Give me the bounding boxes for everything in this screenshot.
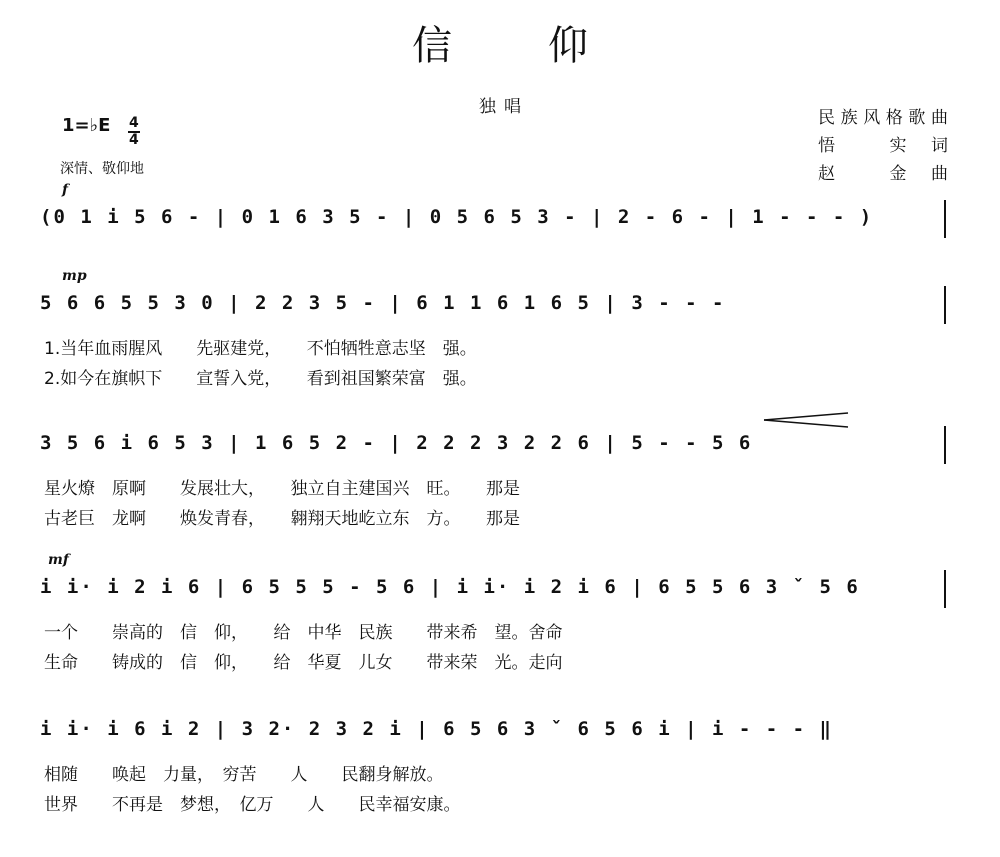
barline-end-4 bbox=[944, 570, 946, 608]
lyric-verse2-row-5: 世界 不再是 梦想， 亿万 人 民幸福安康。 bbox=[44, 795, 461, 815]
barline-end-1 bbox=[944, 200, 946, 238]
style-note: 民族风格歌曲 bbox=[818, 108, 948, 128]
lyric-verse2-row-3: 古老巨 龙啊 焕发青春， 翱翔天地屹立东 方。 那是 bbox=[44, 509, 520, 529]
song-title: 信仰 bbox=[412, 23, 684, 69]
notation-row-2: 5 6 6 5 5 3 0 | 2 2 3 5 - | 6 1 1 6 1 6 5 | 3 - - - bbox=[40, 292, 726, 314]
dynamic-mezzo-piano: mp bbox=[62, 268, 87, 284]
composer: 赵 金曲 bbox=[818, 164, 948, 184]
dynamic-forte: f bbox=[62, 182, 69, 198]
lyric-verse1-row-3: 星火燎 原啊 发展壮大， 独立自主建国兴 旺。 那是 bbox=[44, 479, 520, 499]
time-signature bbox=[128, 116, 140, 148]
notation-row-1: (0 1 i 5 6 - | 0 1 6 3 5 - | 0 5 6 5 3 - | 2 - 6 - | 1 - - - ) bbox=[40, 206, 874, 228]
lyricist: 悟 实词 bbox=[818, 136, 948, 156]
lyric-verse2-row-4: 生命 铸成的 信 仰， 给 华夏 儿女 带来荣 光。走向 bbox=[44, 653, 563, 673]
lyric-verse1-row-4: 一个 崇高的 信 仰， 给 中华 民族 带来希 望。舍命 bbox=[44, 623, 563, 643]
key-signature: 1=♭E bbox=[62, 115, 111, 136]
notation-row-5: i i· i 6 i 2 | 3 2· 2 3 2 i | 6 5 6 3 ˇ 6 5 6 i | i - - - ‖ bbox=[40, 718, 833, 740]
lyric-verse2-row-2: 2.如今在旗帜下 宣誓入党， 看到祖国繁荣富 强。 bbox=[44, 369, 477, 389]
tempo-marking: 深情、敬仰地 bbox=[60, 161, 144, 177]
time-signature-bottom: 4 bbox=[129, 132, 139, 148]
notation-row-3: 3 5 6 i 6 5 3 | 1 6 5 2 - | 2 2 2 3 2 2 6 | 5 - - 5 6 bbox=[40, 432, 753, 454]
time-signature-top: 4 bbox=[129, 115, 139, 131]
barline-end-3 bbox=[944, 426, 946, 464]
crescendo-hairpin bbox=[762, 410, 852, 430]
lyric-verse1-row-2: 1.当年血雨腥风 先驱建党， 不怕牺牲意志坚 强。 bbox=[44, 339, 477, 359]
lyric-verse1-row-5: 相随 唤起 力量， 穷苦 人 民翻身解放。 bbox=[44, 765, 444, 785]
notation-row-4: i i· i 2 i 6 | 6 5 5 5 - 5 6 | i i· i 2 i 6 | 6 5 5 6 3 ˇ 5 6 bbox=[40, 576, 860, 598]
credits bbox=[818, 104, 948, 188]
barline-end-2 bbox=[944, 286, 946, 324]
performance-type: 独唱 bbox=[479, 97, 529, 117]
dynamic-mezzo-forte: mf bbox=[48, 552, 69, 568]
